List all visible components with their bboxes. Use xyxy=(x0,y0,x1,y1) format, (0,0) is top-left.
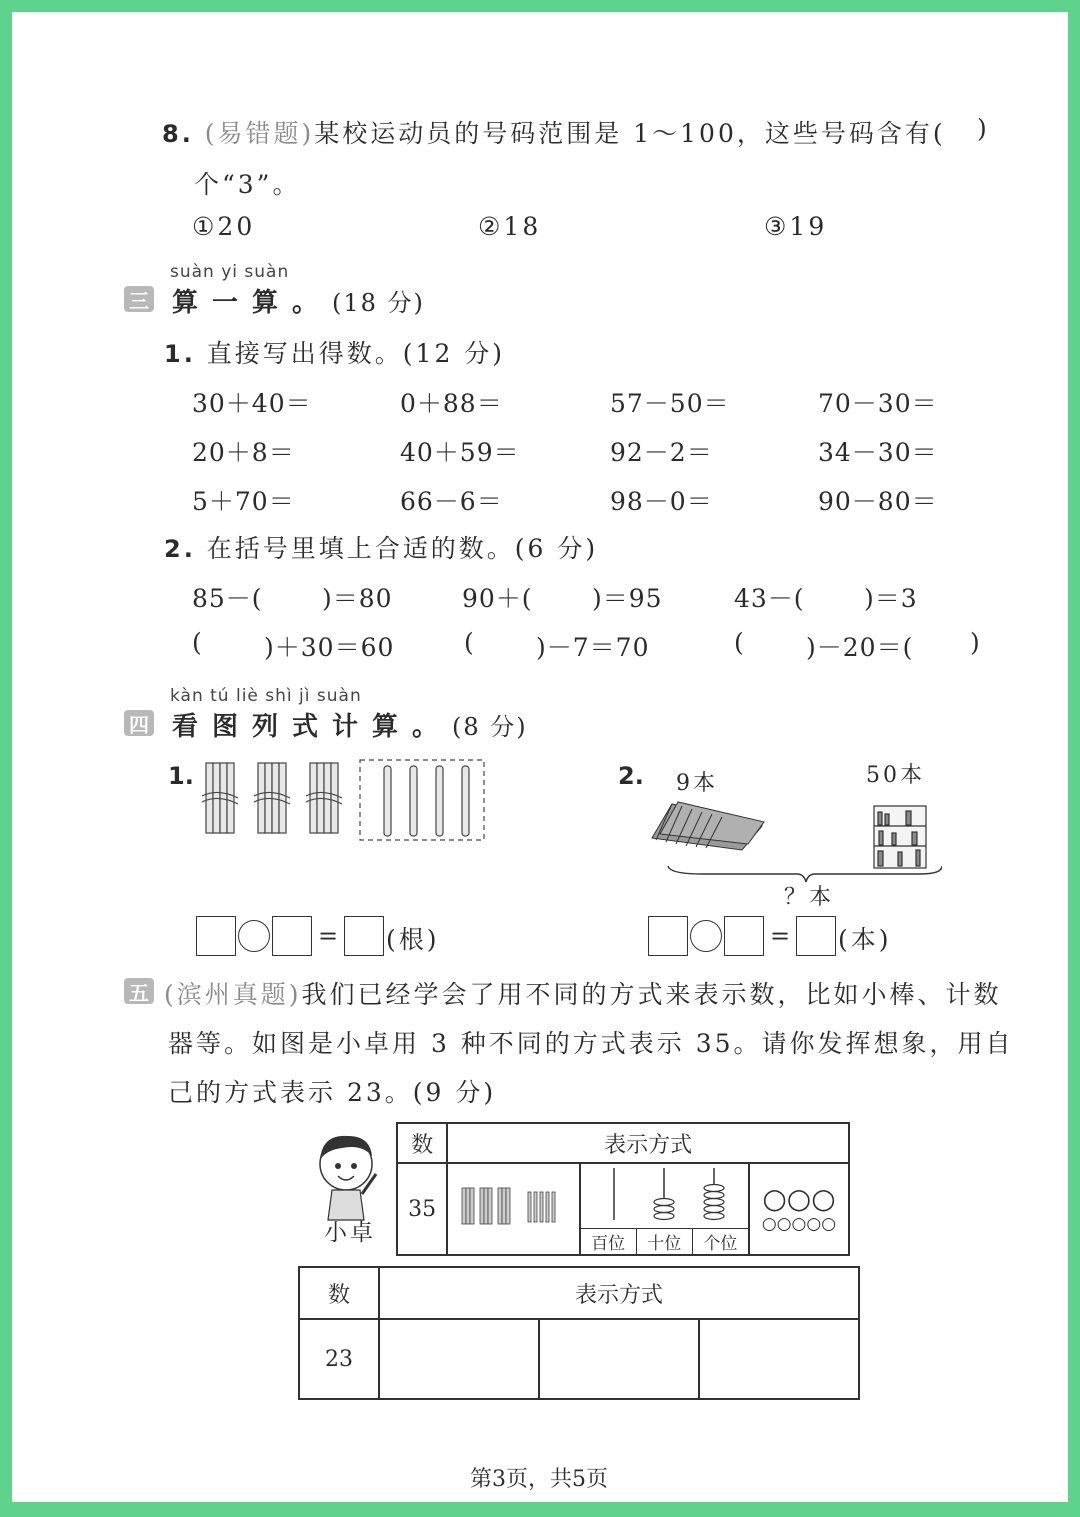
sec5-tag: (滨州真题) xyxy=(164,980,302,1009)
calc-r3c2: 66－6＝ xyxy=(400,487,503,516)
books-total-question: ？本 xyxy=(784,885,835,910)
eq1-unit: (根) xyxy=(386,925,440,954)
worksheet-page xyxy=(12,12,1068,1502)
abacus-icon xyxy=(584,1164,744,1222)
bundle-3 xyxy=(306,763,342,833)
example-table xyxy=(396,1122,850,1256)
abacus-label-hundreds: 百位 xyxy=(581,1229,637,1254)
blank-r1-c-right: )＝3 xyxy=(864,584,918,613)
abacus-label-ones: 个位 xyxy=(703,1234,738,1254)
circles-ones: ○○○○○ xyxy=(761,1214,837,1234)
sec4-icon: 四 xyxy=(124,710,154,736)
blank-r1-a-right: )＝80 xyxy=(322,584,393,613)
calc-r2c1: 20＋8＝ xyxy=(192,438,295,467)
example-sticks-icon xyxy=(458,1184,568,1228)
abacus-label-tens: 十位 xyxy=(637,1229,693,1254)
sec3-q1 xyxy=(164,334,505,370)
q8-option-1: ①20 xyxy=(192,212,256,241)
answer-cell-1[interactable] xyxy=(379,1319,539,1399)
calc-r1c1: 30＋40＝ xyxy=(192,389,312,418)
sec3-heading xyxy=(172,282,425,319)
eq1-box-2[interactable] xyxy=(272,916,312,956)
eq2-box-2[interactable] xyxy=(724,916,764,956)
calc-r2c4: 34－30＝ xyxy=(818,438,938,467)
sec3-q2 xyxy=(164,529,598,565)
q8-option-3: ③19 xyxy=(764,212,828,241)
calc-r1c3: 57－50＝ xyxy=(610,389,730,418)
answer-header-number: 数 xyxy=(299,1267,379,1319)
bundle-1 xyxy=(202,763,238,833)
q8-option-2: ②18 xyxy=(478,212,542,241)
answer-cell-2[interactable] xyxy=(539,1319,699,1399)
answer-header-way: 表示方式 xyxy=(379,1267,859,1319)
q8-text1: 某校运动员的号码范围是 1～100，这些号码含有( xyxy=(314,119,946,148)
sec3-points: (18 分) xyxy=(332,289,425,317)
eq2-result-box[interactable] xyxy=(796,916,836,956)
bookshelf-icon xyxy=(874,806,926,868)
sec4-pinyin: kàn tú liè shì jì suàn xyxy=(170,686,362,706)
example-header-number: 数 xyxy=(397,1123,447,1163)
calc-r2c2: 40＋59＝ xyxy=(400,438,520,467)
eq1-result-box[interactable] xyxy=(344,916,384,956)
answer-table xyxy=(298,1266,860,1400)
q8-text2: 个“3”。 xyxy=(194,170,301,199)
blank-r2-a-right: )＋30＝60 xyxy=(264,633,395,662)
blank-r2-b-left: ( xyxy=(464,628,475,657)
example-abacus-cell xyxy=(580,1163,749,1255)
sec3-q1-number: 1. xyxy=(164,340,196,368)
example-sticks-cell xyxy=(447,1163,579,1255)
sec3-icon: 三 xyxy=(124,286,154,312)
example-value: 35 xyxy=(397,1163,447,1255)
eq1-box-1[interactable] xyxy=(196,916,236,956)
example-header-way: 表示方式 xyxy=(447,1123,849,1163)
calc-r1c4: 70－30＝ xyxy=(818,389,938,418)
sec4-q1-number: 1. xyxy=(168,762,194,790)
sec3-q2-text: 在括号里填上合适的数。(6 分) xyxy=(206,534,599,563)
calc-r3c1: 5＋70＝ xyxy=(192,487,295,516)
calc-r1c2: 0＋88＝ xyxy=(400,389,503,418)
eq1-equals: = xyxy=(318,922,339,950)
eq1-operator-circle[interactable] xyxy=(238,920,270,952)
sec4-points: (8 分) xyxy=(452,713,528,741)
blank-r2-c-mid: )－20＝( xyxy=(806,633,914,662)
sec4-q2-number: 2. xyxy=(618,762,644,790)
sec3-q1-text: 直接写出得数。(12 分) xyxy=(206,339,506,368)
bundle-2 xyxy=(254,763,290,833)
q8-tag: (易错题) xyxy=(204,119,315,148)
books-left-label: 9本 xyxy=(676,771,718,796)
example-circles-cell xyxy=(749,1163,849,1255)
books-right-label: 50本 xyxy=(866,763,925,788)
answer-value: 23 xyxy=(299,1319,379,1399)
calc-r3c3: 98－0＝ xyxy=(610,487,713,516)
blank-r1-a-left: 85－( xyxy=(192,584,263,613)
stick-bundles-illustration xyxy=(198,758,498,844)
blank-r1-b-right: )＝95 xyxy=(592,584,663,613)
sec5-line2: 器等。如图是小卓用 3 种不同的方式表示 35。请你发挥想象，用自 xyxy=(168,1029,1014,1058)
calc-r2c3: 92－2＝ xyxy=(610,438,713,467)
sec5-icon: 五 xyxy=(124,978,154,1004)
sec5-line1 xyxy=(164,975,1002,1011)
abacus-place-labels xyxy=(581,1228,748,1254)
sec3-pinyin: suàn yi suàn xyxy=(170,262,290,282)
sec4-title: 看图列式计算。 xyxy=(172,712,453,742)
sec5-line3: 己的方式表示 23。(9 分) xyxy=(168,1078,497,1107)
page-number: 第3页，共5页 xyxy=(470,1467,608,1492)
eq2-box-1[interactable] xyxy=(648,916,688,956)
eq2-equals: = xyxy=(770,922,791,950)
sec3-title: 算一算。 xyxy=(172,288,333,318)
calc-r3c4: 90－80＝ xyxy=(818,487,938,516)
circles-tens: ○○○ xyxy=(762,1182,836,1215)
child-name: 小卓 xyxy=(324,1220,376,1246)
q8-number: 8. xyxy=(162,120,194,148)
eq2-operator-circle[interactable] xyxy=(690,920,722,952)
sec5-text1: 我们已经学会了用不同的方式来表示数，比如小棒、计数 xyxy=(301,980,1002,1009)
blank-r2-a-left: ( xyxy=(192,628,203,657)
q8-answer-paren-close: ) xyxy=(977,114,990,143)
eq2-unit: (本) xyxy=(838,925,892,954)
q8-line1 xyxy=(162,114,946,150)
blank-r1-c-left: 43－( xyxy=(734,584,805,613)
blank-r2-c-right: ) xyxy=(970,628,981,657)
blank-r2-c-left: ( xyxy=(734,628,745,657)
blank-r2-b-right: )－7＝70 xyxy=(536,633,650,662)
blank-r1-b-left: 90＋( xyxy=(462,584,533,613)
answer-cell-3[interactable] xyxy=(699,1319,859,1399)
sec3-q2-number: 2. xyxy=(164,535,196,563)
sec4-heading xyxy=(172,706,528,743)
books-illustration xyxy=(642,786,942,886)
